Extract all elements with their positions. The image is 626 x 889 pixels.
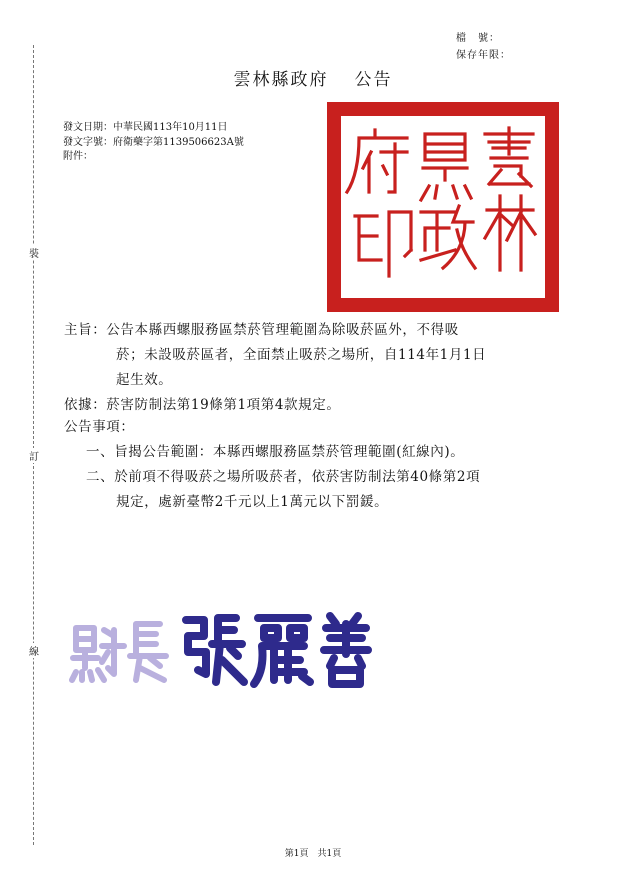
page-number: 第1頁 共1頁 xyxy=(284,849,342,859)
magistrate-signature-stamp xyxy=(68,610,398,690)
subject-line-1: 主旨：公告本縣西螺服務區禁菸管理範圍為除吸菸區外，不得吸 xyxy=(64,322,459,338)
document-type: 公告 xyxy=(354,70,393,90)
gutter-char-line: 線 xyxy=(27,643,41,658)
subject-line-2: 菸；未設吸菸區者，全面禁止吸菸之場所，自114年1月1日 xyxy=(116,347,487,363)
gutter-char-bind: 裝 xyxy=(27,245,41,260)
announcement-item-2-line-1: 二、於前項不得吸菸之場所吸菸者，依菸害防制法第40條第2項 xyxy=(86,469,481,485)
document-title xyxy=(0,65,626,90)
announcement-items-heading: 公告事項： xyxy=(64,419,135,435)
basis-paragraph: 依據：菸害防制法第19條第1項第4款規定。 xyxy=(64,397,341,413)
file-number-label: 檔 號： xyxy=(456,33,500,44)
agency-name: 雲林縣政府 xyxy=(233,70,329,90)
subject-line-3: 起生效。 xyxy=(116,372,173,388)
announcement-item-1: 一、旨揭公告範圍：本縣西螺服務區禁菸管理範圍(紅線內)。 xyxy=(86,444,465,460)
retention-period-label: 保存年限： xyxy=(456,50,511,61)
official-seal xyxy=(325,100,561,314)
issue-date: 發文日期：中華民國113年10月11日 xyxy=(63,122,228,133)
gutter-char-staple: 訂 xyxy=(27,448,41,463)
announcement-item-2-line-2: 規定，處新臺幣2千元以上1萬元以下罰鍰。 xyxy=(116,494,389,510)
document-number: 發文字號：府衛藥字第1139506623A號 xyxy=(63,137,244,148)
attachment-label: 附件： xyxy=(63,151,93,162)
title-stamp xyxy=(72,624,166,680)
binding-line xyxy=(33,45,34,845)
name-stamp xyxy=(186,616,368,684)
